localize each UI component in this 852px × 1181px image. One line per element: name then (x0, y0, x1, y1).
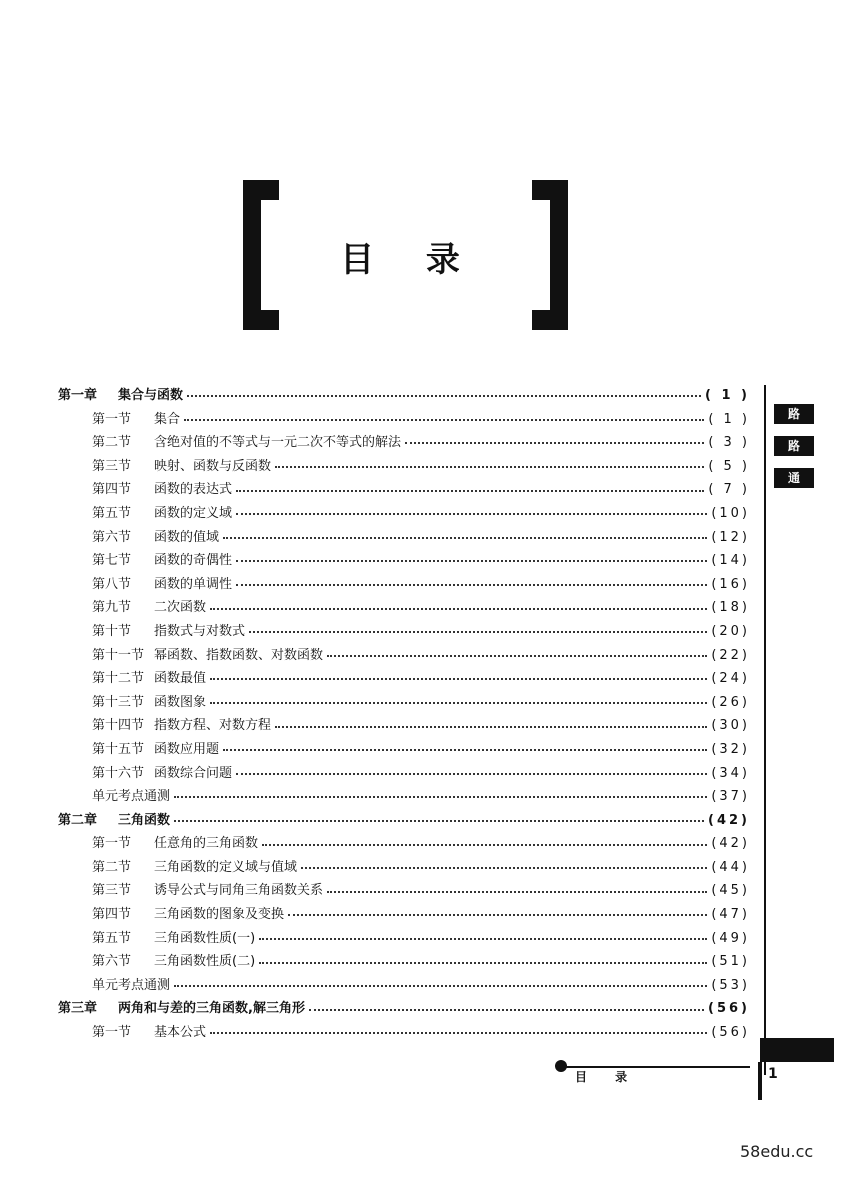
toc-entry-number: 第四节 (92, 907, 132, 923)
toc-section-row (58, 408, 750, 432)
leader-dots (223, 536, 707, 539)
toc-unit-row (58, 974, 750, 998)
leader-dots (174, 795, 707, 798)
toc-page-number: (51) (711, 954, 750, 970)
leader-dots (259, 961, 707, 964)
toc-page-number: ( 1 ) (708, 411, 750, 427)
toc-page-number: (14) (711, 553, 750, 569)
leader-dots (236, 772, 707, 775)
toc-section-row (58, 549, 750, 573)
toc-page-number: (53) (711, 977, 750, 993)
toc-entry-number: 第三章 (58, 1001, 98, 1017)
page-title: 目 录 (340, 240, 480, 280)
toc-entry-number: 第十五节 (92, 741, 145, 757)
toc-entry-number: 第五节 (92, 505, 132, 521)
toc-page-number: (10) (711, 505, 750, 521)
toc-chapter-row (58, 809, 750, 833)
toc-entry-title: 函数的表达式 (154, 482, 233, 498)
toc-section-row (58, 526, 750, 550)
toc-entry-number: 第七节 (92, 553, 132, 569)
toc-section-row (58, 455, 750, 479)
toc-entry-number: 第十二节 (92, 671, 145, 687)
page-number: 1 (768, 1066, 778, 1082)
toc-entry-number: 第八节 (92, 576, 132, 592)
table-of-contents (58, 384, 750, 1045)
leader-dots (275, 725, 707, 728)
toc-section-row (58, 502, 750, 526)
leader-dots (301, 866, 707, 869)
leader-dots (327, 890, 707, 893)
leader-dots (236, 489, 704, 492)
leader-dots (184, 418, 704, 421)
toc-section-row (58, 832, 750, 856)
toc-page-number: (18) (711, 600, 750, 616)
toc-page-number: (37) (711, 789, 750, 805)
toc-entry-title: 两角和与差的三角函数,解三角形 (118, 1001, 305, 1017)
toc-entry-number: 第十四节 (92, 718, 145, 734)
toc-page-number: ( 1 ) (705, 388, 750, 403)
toc-section-row (58, 596, 750, 620)
leader-dots (174, 984, 707, 987)
toc-section-row (58, 431, 750, 455)
toc-page-number: ( 3 ) (708, 435, 750, 451)
toc-section-row (58, 856, 750, 880)
toc-page-number: (44) (711, 859, 750, 875)
toc-section-row (58, 950, 750, 974)
toc-entry-title: 集合 (154, 411, 181, 427)
toc-entry-title: 单元考点通测 (92, 789, 171, 805)
footer-label: 目 录 (575, 1070, 640, 1084)
leader-dots (259, 937, 707, 940)
toc-page-number: (30) (711, 718, 750, 734)
toc-entry-number: 第一章 (58, 388, 98, 403)
toc-chapter-row (58, 997, 750, 1021)
leader-dots (288, 913, 707, 916)
leader-dots (275, 465, 704, 468)
toc-entry-number: 第二章 (58, 812, 98, 828)
toc-page-number: (45) (711, 883, 750, 899)
toc-entry-number: 第一节 (92, 1025, 132, 1041)
toc-entry-title: 函数的定义域 (154, 505, 233, 521)
toc-page-number: (16) (711, 576, 750, 592)
leader-dots (309, 1008, 704, 1011)
toc-section-row (58, 879, 750, 903)
toc-entry-title: 函数图象 (154, 694, 207, 710)
toc-entry-number: 第一节 (92, 836, 132, 852)
toc-entry-title: 映射、函数与反函数 (154, 458, 272, 474)
toc-page-number: ( 5 ) (708, 458, 750, 474)
leader-dots (187, 394, 701, 397)
toc-entry-title: 指数方程、对数方程 (154, 718, 272, 734)
toc-entry-title: 三角函数性质(二) (154, 954, 256, 970)
toc-entry-number: 第十节 (92, 623, 132, 639)
footer-corner-block (760, 1038, 834, 1062)
leader-dots (236, 583, 707, 586)
toc-unit-row (58, 785, 750, 809)
footer-corner-stem (758, 1062, 762, 1100)
toc-page-number: (26) (711, 694, 750, 710)
toc-section-row (58, 644, 750, 668)
toc-page-number: ( 7 ) (708, 482, 750, 498)
toc-entry-number: 第九节 (92, 600, 132, 616)
leader-dots (236, 512, 707, 515)
side-badge: 通 (774, 468, 814, 488)
toc-entry-title: 含绝对值的不等式与一元二次不等式的解法 (154, 435, 402, 451)
toc-entry-number: 第三节 (92, 458, 132, 474)
leader-dots (249, 630, 707, 633)
toc-page-number: (22) (711, 647, 750, 663)
toc-entry-title: 三角函数 (118, 812, 171, 828)
side-badge: 路 (774, 436, 814, 456)
toc-entry-title: 三角函数的图象及变换 (154, 907, 285, 923)
toc-entry-title: 幂函数、指数函数、对数函数 (154, 647, 324, 663)
toc-page-number: (42) (708, 812, 750, 828)
toc-section-row (58, 738, 750, 762)
leader-dots (210, 607, 707, 610)
toc-entry-number: 第十三节 (92, 694, 145, 710)
leader-dots (223, 748, 707, 751)
left-bracket-decoration (243, 180, 279, 330)
right-bracket-decoration (532, 180, 568, 330)
toc-section-row (58, 1021, 750, 1045)
toc-entry-title: 诱导公式与同角三角函数关系 (154, 883, 324, 899)
toc-entry-title: 集合与函数 (118, 388, 184, 403)
leader-dots (236, 559, 707, 562)
toc-entry-title: 三角函数性质(一) (154, 930, 256, 946)
toc-entry-title: 函数应用题 (154, 741, 220, 757)
toc-entry-number: 第十一节 (92, 647, 145, 663)
toc-section-row (58, 762, 750, 786)
toc-section-row (58, 478, 750, 502)
toc-entry-number: 第六节 (92, 529, 132, 545)
toc-section-row (58, 620, 750, 644)
leader-dots (174, 819, 704, 822)
toc-entry-title: 任意角的三角函数 (154, 836, 259, 852)
side-badge: 路 (774, 404, 814, 424)
toc-page-number: (49) (711, 930, 750, 946)
toc-entry-number: 第六节 (92, 954, 132, 970)
leader-dots (210, 701, 707, 704)
toc-entry-number: 第一节 (92, 411, 132, 427)
toc-section-row (58, 667, 750, 691)
watermark: 58edu.cc (740, 1142, 814, 1161)
toc-page-number: (34) (711, 765, 750, 781)
toc-entry-number: 第四节 (92, 482, 132, 498)
toc-entry-title: 指数式与对数式 (154, 623, 246, 639)
toc-entry-title: 函数综合问题 (154, 765, 233, 781)
toc-entry-number: 第二节 (92, 859, 132, 875)
toc-page-number: (32) (711, 741, 750, 757)
toc-entry-title: 基本公式 (154, 1025, 207, 1041)
leader-dots (210, 677, 707, 680)
toc-section-row (58, 714, 750, 738)
toc-entry-number: 第二节 (92, 435, 132, 451)
toc-entry-title: 单元考点通测 (92, 977, 171, 993)
toc-section-row (58, 903, 750, 927)
leader-dots (405, 441, 704, 444)
toc-chapter-row (58, 384, 750, 408)
toc-entry-title: 函数的单调性 (154, 576, 233, 592)
toc-entry-number: 第三节 (92, 883, 132, 899)
toc-entry-title: 函数最值 (154, 671, 207, 687)
leader-dots (327, 654, 707, 657)
toc-page-number: (42) (711, 836, 750, 852)
toc-page-number: (20) (711, 623, 750, 639)
toc-page-number: (56) (708, 1001, 750, 1017)
toc-entry-title: 函数的奇偶性 (154, 553, 233, 569)
leader-dots (262, 843, 707, 846)
side-rule (764, 385, 766, 1075)
toc-entry-title: 三角函数的定义域与值域 (154, 859, 298, 875)
toc-page-number: (47) (711, 907, 750, 923)
leader-dots (210, 1031, 707, 1034)
toc-entry-number: 第十六节 (92, 765, 145, 781)
side-tab-badges (774, 404, 814, 500)
toc-page-number: (56) (711, 1025, 750, 1041)
toc-entry-number: 第五节 (92, 930, 132, 946)
toc-page-number: (12) (711, 529, 750, 545)
toc-entry-title: 二次函数 (154, 600, 207, 616)
toc-section-row (58, 691, 750, 715)
toc-page-number: (24) (711, 671, 750, 687)
toc-section-row (58, 573, 750, 597)
toc-entry-title: 函数的值域 (154, 529, 220, 545)
toc-section-row (58, 927, 750, 951)
